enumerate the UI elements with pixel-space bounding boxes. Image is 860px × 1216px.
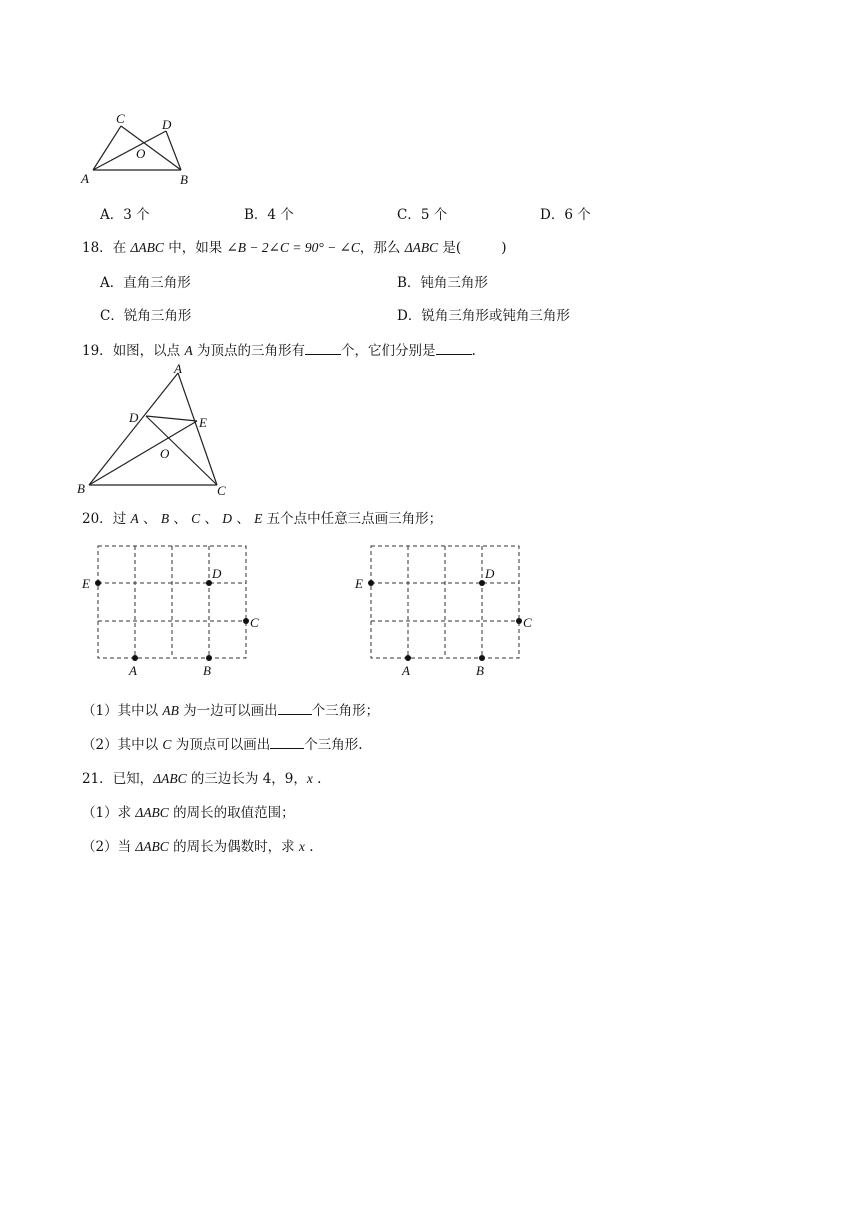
point-e	[95, 580, 101, 586]
grid1-label-a: A	[129, 663, 137, 678]
label-e: E	[199, 415, 207, 430]
q17-option-d[interactable]: D．6 个	[540, 207, 591, 223]
grid2-label-b: B	[476, 663, 484, 678]
point-e	[368, 580, 374, 586]
q19-blank-count[interactable]	[305, 340, 341, 355]
q18-triangle: ΔABC	[130, 240, 164, 255]
q18-number: 18．	[82, 240, 113, 256]
q18-expression: ∠B − 2∠C = 90° − ∠C	[226, 240, 360, 255]
q21-sub-1: （1）求 ΔABC 的周长的取值范围；	[82, 805, 295, 821]
q19-stem: 19．如图，以点 A 为顶点的三角形有 个，它们分别是 .	[82, 339, 476, 359]
q20-blank-1[interactable]	[278, 700, 312, 715]
grid2-label-c: C	[523, 615, 532, 630]
segment-be	[89, 421, 197, 485]
q17-option-a[interactable]: A．3 个	[100, 207, 150, 223]
q20-number: 20．	[82, 511, 113, 527]
grid2-label-e: E	[355, 576, 363, 591]
segment-ac	[93, 126, 121, 170]
point-b	[479, 655, 485, 661]
label-d: D	[129, 410, 139, 425]
q17-figure	[78, 108, 198, 190]
q17-option-b[interactable]: B．4 个	[244, 207, 294, 223]
grid2-label-d: D	[485, 566, 495, 581]
q18-option-a[interactable]: A．直角三角形	[100, 275, 191, 291]
grid1-label-c: C	[250, 615, 259, 630]
label-o: O	[136, 146, 146, 161]
label-a: A	[174, 361, 182, 376]
label-b: B	[77, 481, 85, 496]
point-a	[132, 655, 138, 661]
q19-blank-list[interactable]	[436, 340, 472, 355]
q20-grid-2	[353, 538, 543, 680]
label-o: O	[160, 446, 170, 461]
q17-option-c[interactable]: C．5 个	[397, 207, 448, 223]
q20-stem: 20．过 A 、 B 、 C 、 D 、 E 五个点中任意三点画三角形；	[82, 511, 443, 527]
q18-option-c[interactable]: C．锐角三角形	[100, 308, 192, 324]
label-c: C	[116, 111, 125, 126]
q19-number: 19．	[82, 343, 113, 359]
point-b	[206, 655, 212, 661]
grid1-label-d: D	[212, 566, 222, 581]
q21-stem: 21．已知，ΔABC 的三边长为 4，9，x .	[82, 771, 322, 787]
q21-number: 21．	[82, 771, 113, 787]
q20-sub-2: （2）其中以 C 为顶点可以画出 个三角形.	[82, 733, 363, 753]
q18-option-b[interactable]: B．钝角三角形	[397, 275, 488, 291]
label-d: D	[162, 117, 172, 132]
q18-stem: 18．在 ΔABC 中，如果 ∠B − 2∠C = 90° − ∠C，那么 ΔABC 是( )	[82, 240, 507, 256]
q21-sub-2: （2）当 ΔABC 的周长为偶数时，求 x .	[82, 839, 314, 855]
q18-option-d[interactable]: D．锐角三角形或钝角三角形	[397, 308, 570, 324]
grid1-label-e: E	[82, 576, 90, 591]
q20-sub-1: （1）其中以 AB 为一边可以画出 个三角形；	[82, 699, 379, 719]
grid2-label-a: A	[402, 663, 410, 678]
q20-grid-1	[80, 538, 270, 680]
label-b: B	[180, 172, 188, 187]
q19-figure	[74, 360, 244, 500]
segment-de	[146, 416, 197, 421]
grid1-label-b: B	[203, 663, 211, 678]
q20-blank-2[interactable]	[270, 734, 304, 749]
point-c	[243, 618, 249, 624]
segment-ab	[89, 373, 178, 485]
point-a	[405, 655, 411, 661]
label-c: C	[217, 483, 226, 498]
label-a: A	[81, 171, 89, 186]
point-c	[516, 618, 522, 624]
